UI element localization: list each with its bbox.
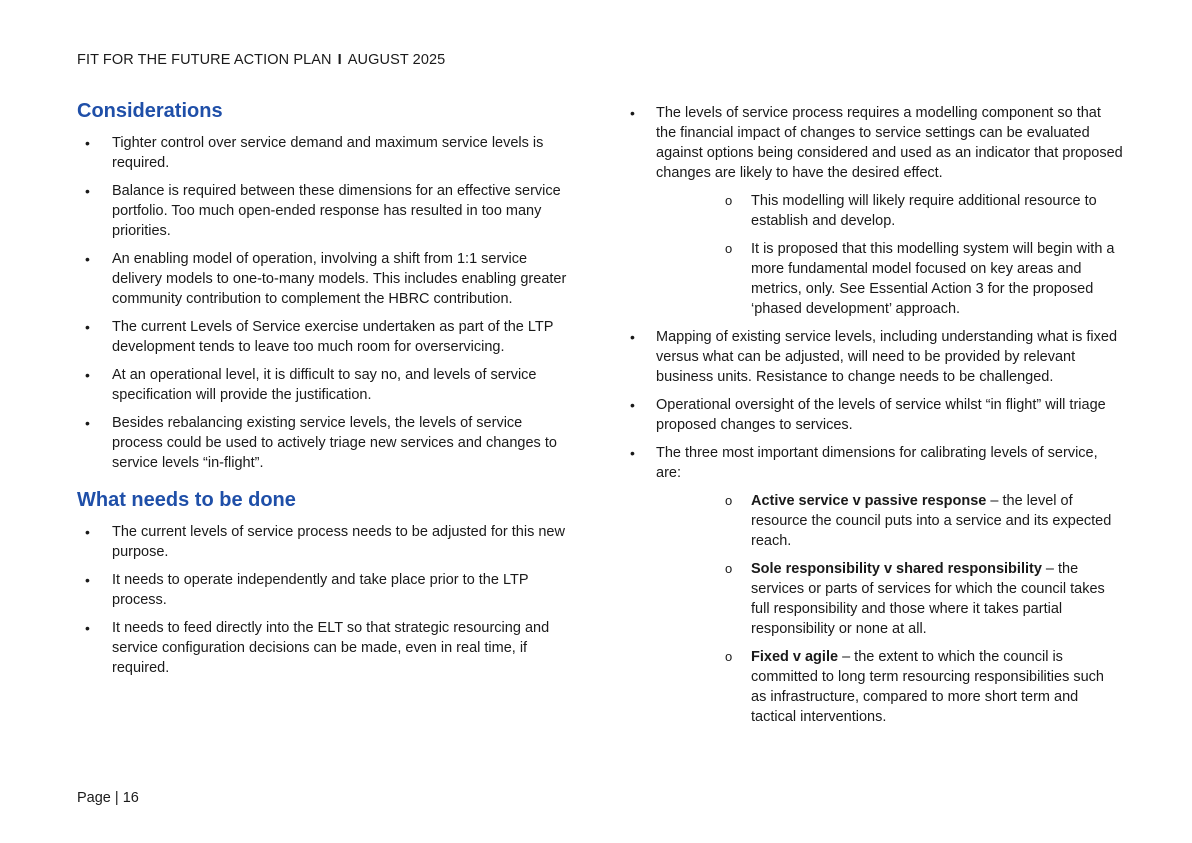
list-item: [628, 327, 1123, 387]
sub-list-item: [723, 647, 1123, 727]
list-item: [77, 618, 577, 678]
list-item-text: An enabling model of operation, involving a shift from 1:1 service delivery models to one-to-many models. This includes enabling greater community contribution to complement the HBRC contribution.: [112, 251, 567, 307]
circle-bullet-icon: o: [725, 241, 733, 256]
list-item-text: The levels of service process requires a modelling component so that the financial impact of changes to service settings can be evaluated against options being considered and used as an indicator that proposed changes are likely to have the desired effect.: [656, 105, 1123, 181]
considerations-heading: Considerations: [77, 100, 223, 122]
bullet-icon: •: [85, 415, 90, 431]
list-item: [77, 249, 577, 309]
left-column: [77, 100, 577, 686]
bullet-icon: •: [630, 445, 635, 461]
bullet-icon: •: [85, 135, 90, 151]
list-item: [77, 365, 577, 405]
sub-list-item-text: It is proposed that this modelling system will begin with a more fundamental model focused on key areas and metrics, only. See Essential Action 3 for the proposed ‘phased development’ approach.: [751, 241, 1115, 317]
bullet-icon: •: [85, 524, 90, 540]
list-item: [77, 133, 577, 173]
bullet-icon: •: [85, 183, 90, 199]
dimension-term: Fixed v agile: [751, 649, 839, 665]
list-item-text: Mapping of existing service levels, including understanding what is fixed versus what can be adjusted, will need to be provided by relevant business units. Resistance to change needs to be challenged.: [656, 329, 1118, 385]
list-item-text: The three most important dimensions for calibrating levels of service, are:: [656, 445, 1098, 481]
right-column: [628, 103, 1123, 735]
bullet-icon: •: [85, 367, 90, 383]
list-item-text: Balance is required between these dimensions for an effective service portfolio. Too much open-ended response has resulted in too many priorities.: [112, 183, 561, 239]
sub-list-item: [723, 239, 1123, 319]
bullet-icon: •: [85, 572, 90, 588]
sub-list-item-text: This modelling will likely require additional resource to establish and develop.: [751, 193, 1097, 229]
list-item-text: The current Levels of Service exercise undertaken as part of the LTP development tends to leave too much room for overservicing.: [112, 319, 554, 355]
page-header: [77, 52, 445, 68]
list-item: [77, 522, 577, 562]
circle-bullet-icon: o: [725, 561, 733, 576]
list-item: [628, 443, 1123, 727]
bullet-icon: •: [85, 319, 90, 335]
right-list: [628, 103, 1123, 727]
bullet-icon: •: [630, 329, 635, 345]
bullet-icon: •: [85, 251, 90, 267]
considerations-list: [77, 133, 577, 473]
list-item-text: Operational oversight of the levels of service whilst “in flight” will triage proposed changes to services.: [656, 397, 1106, 433]
sub-list-item: [723, 491, 1123, 551]
circle-bullet-icon: o: [725, 193, 733, 208]
dimension-term: Active service v passive response: [751, 493, 987, 509]
todo-list: [77, 522, 577, 678]
header-separator: I: [337, 52, 342, 68]
bullet-icon: •: [630, 105, 635, 121]
bullet-icon: •: [85, 620, 90, 636]
bullet-icon: •: [630, 397, 635, 413]
dimension-description: – the extent to which the council is committed to long term resourcing responsibilities such as infrastructure, compared to more short term and tactical interventions.: [751, 649, 1104, 725]
list-item-text: The current levels of service process needs to be adjusted for this new purpose.: [112, 524, 565, 560]
list-item: [628, 395, 1123, 435]
page-number: Page | 16: [77, 790, 139, 806]
what-needs-to-be-done-heading: What needs to be done: [77, 489, 296, 511]
list-item-text: It needs to operate independently and take place prior to the LTP process.: [112, 572, 529, 608]
list-item-text: At an operational level, it is difficult to say no, and levels of service specification will provide the justification.: [112, 367, 537, 403]
sub-list: [723, 191, 1123, 319]
circle-bullet-icon: o: [725, 493, 733, 508]
circle-bullet-icon: o: [725, 649, 733, 664]
list-item-text: It needs to feed directly into the ELT so that strategic resourcing and service configuration decisions can be made, even in real time, if required.: [112, 620, 550, 676]
list-item: [77, 413, 577, 473]
sub-list-item: [723, 559, 1123, 639]
list-item: [77, 317, 577, 357]
list-item-text: Besides rebalancing existing service levels, the levels of service process could be used to actively triage new services and changes to service levels “in-flight”.: [112, 415, 557, 471]
list-item: [77, 181, 577, 241]
document-date: AUGUST 2025: [347, 52, 446, 68]
list-item: [77, 570, 577, 610]
sub-list-item: [723, 191, 1123, 231]
dimension-description: – the level of resource the council puts into a service and its expected reach.: [751, 493, 1112, 549]
list-item: [628, 103, 1123, 319]
list-item-text: Tighter control over service demand and maximum service levels is required.: [112, 135, 544, 171]
dimension-term: Sole responsibility v shared responsibility: [751, 561, 1042, 577]
dimension-description: – the services or parts of services for which the council takes full responsibility and those where it takes partial responsibility or none at all.: [751, 561, 1105, 637]
document-title: FIT FOR THE FUTURE ACTION PLAN: [77, 52, 332, 68]
sub-list: [723, 491, 1123, 727]
